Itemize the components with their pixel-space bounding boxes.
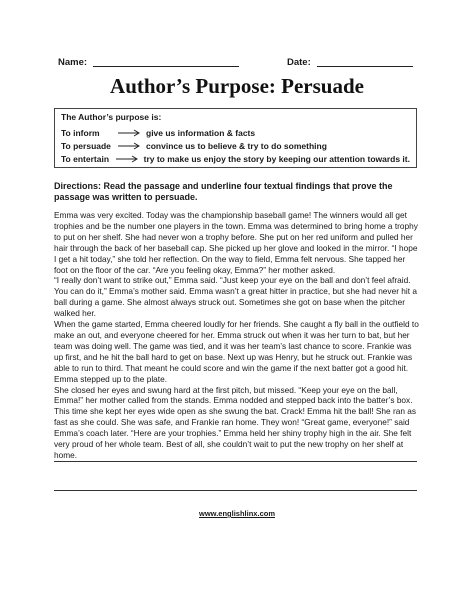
authors-purpose-box: [54, 108, 417, 168]
purpose-definition: try to make us enjoy the story by keeping our attention towards it.: [143, 153, 410, 164]
arrow-right-icon: [117, 142, 143, 150]
footer: [0, 509, 474, 518]
purpose-row-persuade: [61, 139, 410, 152]
name-field: [58, 57, 239, 68]
passage-paragraph[interactable]: Emma was very excited. Today was the championship baseball game! The winners would all get trophies and be the number one players in the town. Emma was determined to bring home a trophy to put on her shelf. She had never won a trophy before. She put on her red uniform and pulled her hair through the back of her baseball cap. She picked up her glove and looked in the mirror. “I hope I get a hit today,” she told her reflection. On the way to field, Emma felt nervous. She tapped her foot on the floor of the car. “Are you feeling okay, Emma?” her mother asked.: [54, 210, 418, 275]
answer-line[interactable]: [54, 461, 417, 462]
passage-paragraph[interactable]: When the game started, Emma cheered loudly for her friends. She caught a fly ball in the outfield to make an out, and everyone cheered for her. Emma struck out when it was her turn to bat, but her team was doing well. The game was tied, and it was her team’s last chance to score. Frankie was up first, and he hit the ball hard to get on base. Next up was Henry, but he struck out. Frankie was able to run to third. That meant he could score and win the game if the next batter got a good hit. Emma stepped up to the plate.: [54, 319, 419, 384]
arrow-right-icon: [117, 129, 143, 137]
purpose-term: To entertain: [61, 153, 110, 164]
name-blank-line[interactable]: [93, 66, 239, 67]
page-title: Author’s Purpose: Persuade: [110, 74, 364, 98]
purpose-term: To persuade: [61, 140, 111, 151]
purpose-box-heading: The Author’s purpose is:: [61, 112, 162, 122]
date-field: [287, 57, 413, 68]
date-blank-line[interactable]: [317, 66, 413, 67]
passage-paragraph[interactable]: She closed her eyes and swung hard at the first pitch, but missed. “Keep your eye on the ball, Emma!” her mother called from the stands. Emma nodded and stepped back into the batter’s box. This time she kept her eyes wide open as she swung the bat. Crack! Emma hit the ball! She ran as fast as she could. She was safe, and Frankie ran home. They won! “Great game, everyone!” said Emma’s coach later. “Here are your trophies.” Emma held her shiny trophy high in the air. She felt very proud of her whole team. Best of all, she couldn’t wait to put the new trophy on her shelf at home.: [54, 384, 417, 460]
purpose-row-entertain: [61, 152, 410, 165]
directions-text: Directions: Read the passage and underline four textual findings that prove the passage was written to persuade.: [54, 181, 393, 202]
purpose-term: To inform: [61, 127, 100, 138]
passage-paragraph[interactable]: “I really don’t want to strike out,” Emma said. “Just keep your eye on the ball and don’t feel afraid. You can do it,” Emma’s mother said. Emma wasn’t a great hitter in practice, but she had never hit a ball during a game. She almost always struck out. Sometimes she got on base when the pitcher walked her.: [54, 275, 417, 319]
date-label: Date:: [287, 57, 311, 68]
arrow-right-icon: [115, 155, 141, 163]
reading-passage[interactable]: [54, 210, 420, 461]
purpose-row-inform: [61, 126, 410, 139]
purpose-definition: give us information & facts: [146, 127, 256, 138]
name-label: Name:: [58, 57, 88, 68]
footer-link[interactable]: www.englishlinx.com: [199, 509, 275, 518]
answer-line[interactable]: [54, 490, 417, 491]
purpose-definition: convince us to believe & try to do something: [146, 140, 327, 151]
